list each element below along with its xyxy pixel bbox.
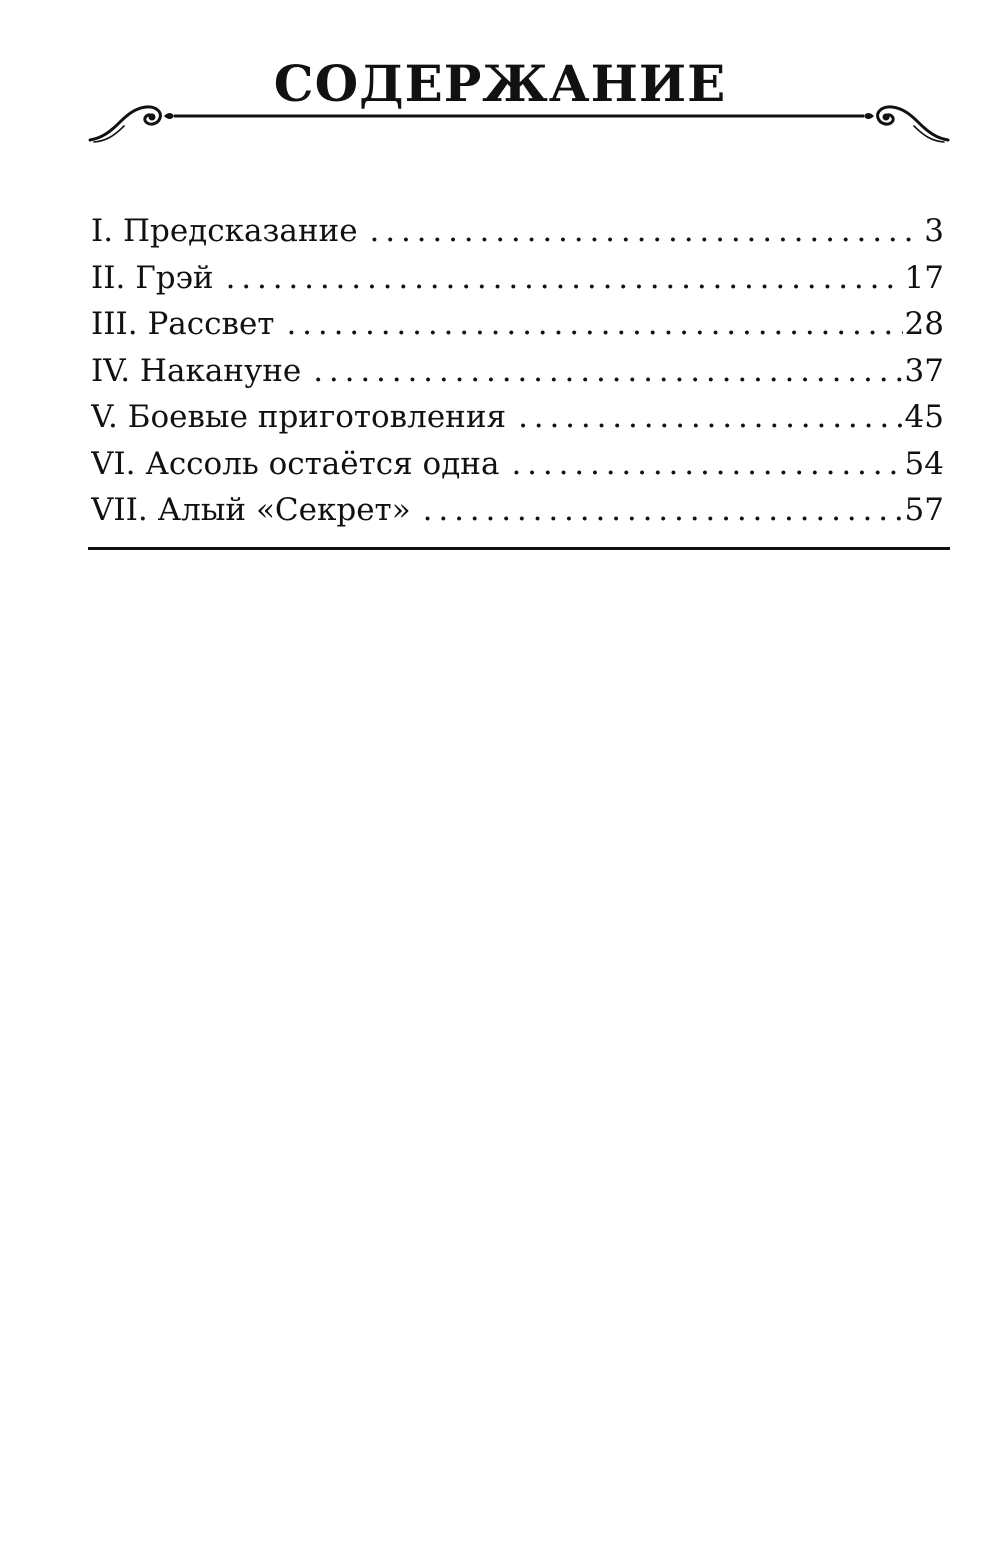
- toc-leader-dots: [499, 441, 902, 488]
- toc-entry-title: I. Предсказание: [91, 213, 358, 249]
- toc-entry-1[interactable]: [91, 208, 944, 255]
- toc-entry-page: 28: [904, 306, 944, 342]
- toc-entry-page: 3: [924, 213, 944, 249]
- toc-leader-dots: [301, 348, 902, 395]
- toc-entry-5[interactable]: [91, 394, 944, 441]
- toc-leader-dots: [214, 255, 903, 302]
- toc-leader-dots: [506, 394, 902, 441]
- toc-entry-2[interactable]: [91, 255, 944, 302]
- toc-entry-title: VI. Ассоль остаётся одна: [91, 445, 500, 482]
- decorative-divider-icon: [88, 96, 950, 148]
- toc-leader-dots: [274, 301, 902, 348]
- toc-entry-title: III. Рассвет: [91, 306, 275, 342]
- toc-entry-title: II. Грэй: [91, 259, 214, 296]
- toc-leader-dots: [411, 487, 903, 534]
- table-of-contents: [91, 208, 944, 534]
- toc-leader-dots: [358, 208, 923, 255]
- toc-entry-title: VII. Алый «Секрет»: [91, 492, 411, 528]
- toc-entry-6[interactable]: [91, 441, 944, 488]
- bottom-divider: [88, 547, 950, 550]
- toc-entry-page: 57: [904, 492, 944, 528]
- toc-entry-title: V. Боевые приготовления: [91, 399, 507, 435]
- toc-entry-page: 17: [904, 259, 944, 296]
- toc-entry-page: 54: [904, 445, 944, 482]
- toc-entry-3[interactable]: [91, 301, 944, 348]
- toc-entry-page: 45: [904, 399, 944, 435]
- toc-entry-4[interactable]: [91, 348, 944, 395]
- toc-entry-page: 37: [904, 352, 944, 389]
- toc-entry-title: IV. Накануне: [91, 352, 302, 389]
- toc-entry-7[interactable]: [91, 487, 944, 534]
- page-title: СОДЕРЖАНИЕ: [273, 54, 727, 113]
